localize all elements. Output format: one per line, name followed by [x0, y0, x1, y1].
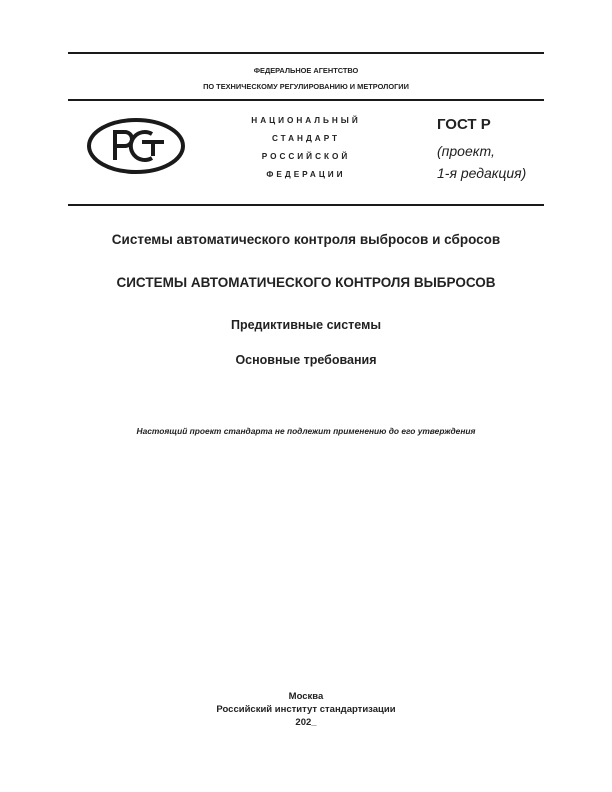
standard-type-line4: ФЕДЕРАЦИИ	[266, 170, 346, 179]
gost-draft-note-line2: 1-я редакция)	[437, 165, 527, 181]
title-rule	[68, 204, 544, 206]
agency-name-line2: ПО ТЕХНИЧЕСКОМУ РЕГУЛИРОВАНИЮ И МЕТРОЛОГИИ	[203, 82, 409, 91]
gost-draft-note-line1: (проект,	[437, 143, 495, 159]
top-rule	[68, 52, 544, 54]
standard-type-line1: НАЦИОНАЛЬНЫЙ	[251, 116, 361, 125]
footer-city: Москва	[288, 691, 324, 702]
standard-type-line3: РОССИЙСКОЙ	[261, 152, 351, 161]
gost-code: ГОСТ Р	[437, 116, 491, 133]
rst-certification-mark-icon	[86, 116, 186, 176]
subpart-title: Основные требования	[235, 353, 377, 367]
series-title: Системы автоматического контроля выбросов и сбросов	[111, 232, 501, 247]
draft-notice: Настоящий проект стандарта не подлежит применению до его утверждения	[136, 426, 476, 436]
part-title: Предиктивные системы	[230, 318, 381, 332]
footer-publisher: Российский институт стандартизации	[216, 704, 396, 715]
header-rule	[68, 99, 544, 101]
footer-year: 202_	[295, 717, 317, 728]
standard-type-line2: СТАНДАРТ	[271, 134, 341, 143]
agency-name-line1: ФЕДЕРАЛЬНОЕ АГЕНТСТВО	[253, 66, 359, 75]
main-title: СИСТЕМЫ АВТОМАТИЧЕСКОГО КОНТРОЛЯ ВЫБРОСОВ	[116, 275, 496, 290]
